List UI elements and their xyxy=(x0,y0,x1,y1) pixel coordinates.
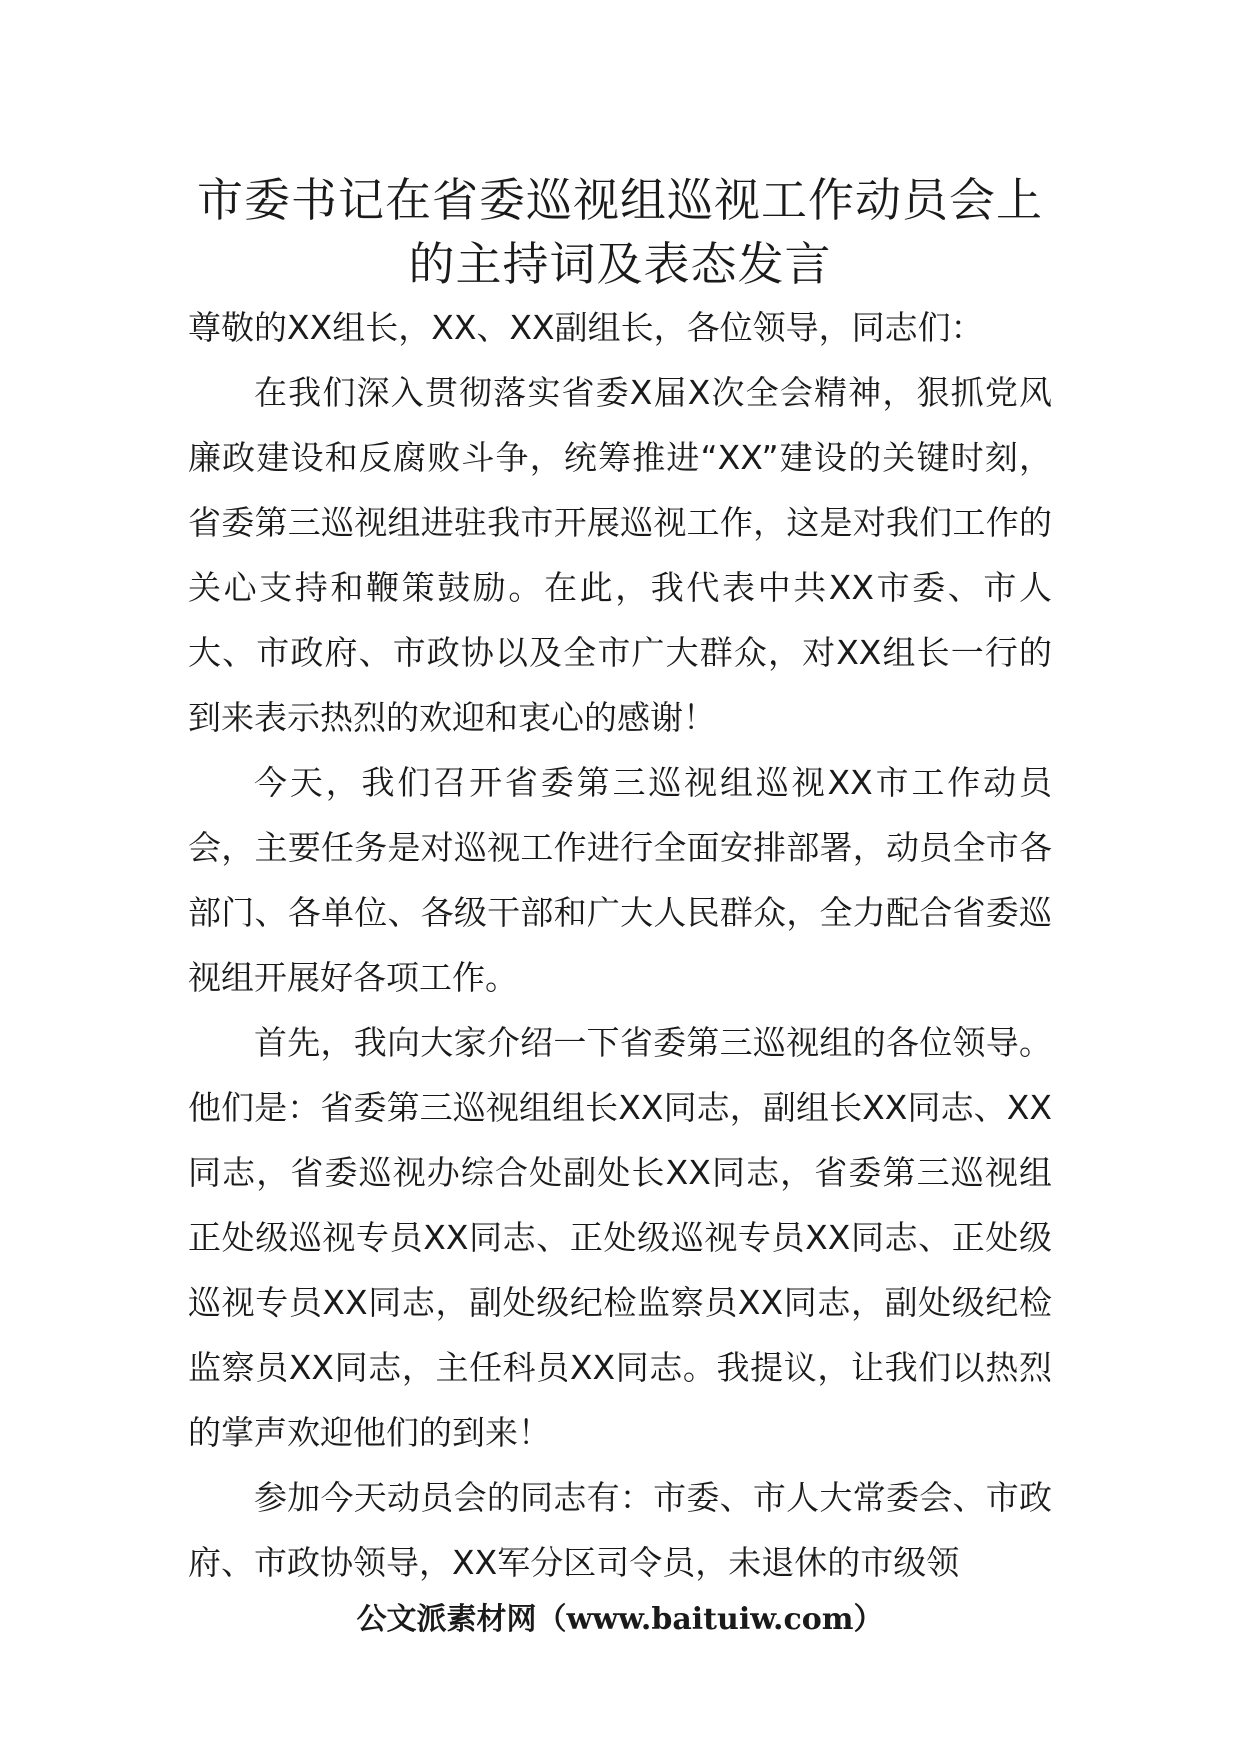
footer-watermark: 公文派素材网（www.baituiw.com） xyxy=(356,1602,884,1637)
salutation: 尊敬的XX组长，XX、XX副组长，各位领导，同志们： xyxy=(188,308,984,347)
paragraph-2: 今天，我们召开省委第三巡视组巡视XX市工作动员会，主要任务是对巡视工作进行全面安排部署，动员全市各部门、各单位、各级干部和广大人民群众，全力配合省委巡视组开展好各项工作。 xyxy=(188,763,1052,997)
document-body xyxy=(188,295,1052,1595)
title-line-1: 市委书记在省委巡视组巡视工作动员会上 xyxy=(197,173,1043,227)
document-title xyxy=(150,168,1090,296)
paragraph-1: 在我们深入贯彻落实省委X届X次全会精神，狠抓党风廉政建设和反腐败斗争，统筹推进“XX”建设的关键时刻，省委第三巡视组进驻我市开展巡视工作，这是对我们工作的关心支持和鞭策鼓励。在此，我代表中共XX市委、市人大、市政府、市政协以及全市广大群众，对XX组长一行的到来表示热烈的欢迎和衷心的感谢！ xyxy=(188,373,1052,737)
title-line-2: 的主持词及表态发言 xyxy=(408,237,832,291)
paragraph-4: 参加今天动员会的同志有：市委、市人大常委会、市政府、市政协领导，XX军分区司令员，未退休的市级领 xyxy=(188,1478,1052,1582)
paragraph-3: 首先，我向大家介绍一下省委第三巡视组的各位领导。他们是：省委第三巡视组组长XX同志，副组长XX同志、XX同志，省委巡视办综合处副处长XX同志，省委第三巡视组正处级巡视专员XX同志、正处级巡视专员XX同志、正处级巡视专员XX同志，副处级纪检监察员XX同志，副处级纪检监察员XX同志，主任科员XX同志。我提议，让我们以热烈的掌声欢迎他们的到来！ xyxy=(188,1023,1052,1452)
